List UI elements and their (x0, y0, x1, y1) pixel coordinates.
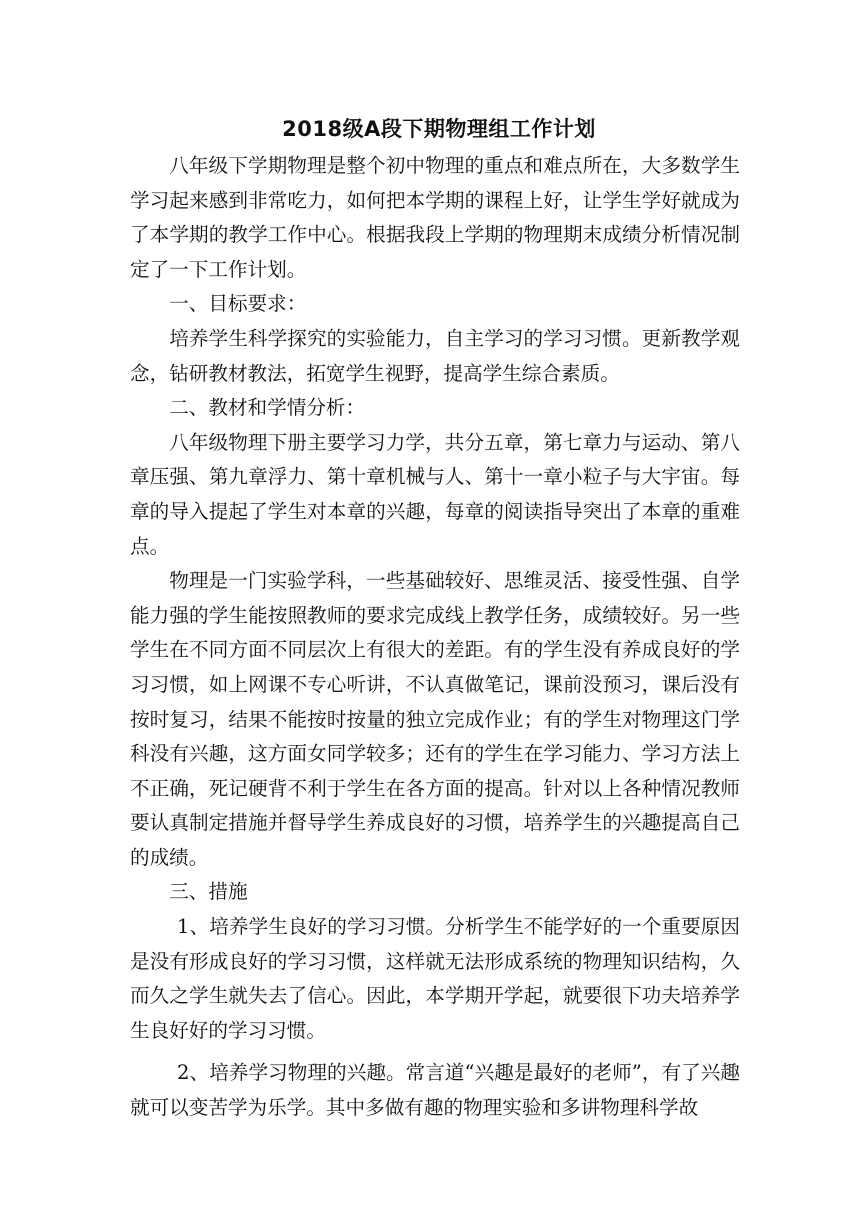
student-analysis-paragraph: 物理是一门实验学科，一些基础较好、思维灵活、接受性强、自学能力强的学生能按照教师的要求完成线上教学任务，成绩较好。另一些学生在不同方面不同层次上有很大的差距。有的学生没有养成良好的学习习惯，如上网课不专心听讲，不认真做笔记，课前没预习，课后没有按时复习，结果不能按时按量的独立完成作业；有的学生对物理这门学科没有兴趣，这方面女同学较多；还有的学生在学习能力、学习方法上不正确，死记硬背不利于学生在各方面的提高。针对以上各种情况教师要认真制定措施并督导学生养成良好的习惯，培养学生的兴趣提高自己的成绩。 (130, 569, 740, 869)
textbook-analysis-paragraph: 八年级物理下册主要学习力学，共分五章，第七章力与运动、第八章压强、第九章浮力、第十章机械与人、第十一章小粒子与大宇宙。每章的导入提起了学生对本章的兴趣，每章的阅读指导突出了本章的重难点。 (130, 430, 740, 558)
measure-item-1: 1、培养学生良好的学习习惯。分析学生不能学好的一个重要原因是没有形成良好的学习习惯，这样就无法形成系统的物理知识结构，久而久之学生就失去了信心。因此，本学期开学起，就要很下功夫培养学生良好好的学习习惯。 (130, 915, 740, 1042)
intro-paragraph: 八年级下学期物理是整个初中物理的重点和难点所在，大多数学生学习起来感到非常吃力，如何把本学期的课程上好，让学生学好就成为了本学期的教学工作中心。根据我段上学期的物理期末成绩分析情况制定了一下工作计划。 (130, 154, 740, 281)
goals-paragraph: 培养学生科学探究的实验能力，自主学习的学习习惯。更新教学观念，钻研教材教法，拓宽学生视野，提高学生综合素质。 (130, 326, 740, 385)
section-heading-goals: 一、目标要求： (169, 292, 307, 316)
measure-item-2: 2、培养学习物理的兴趣。常言道“兴趣是最好的老师”，有了兴趣就可以变苦学为乐学。其中多做有趣的物理实验和多讲物理科学故 (130, 1061, 740, 1120)
document-title: 2018级A段下期物理组工作计划 (282, 117, 596, 141)
section-heading-measures: 三、措施 (169, 880, 248, 904)
section-heading-analysis: 二、教材和学情分析： (169, 396, 366, 420)
